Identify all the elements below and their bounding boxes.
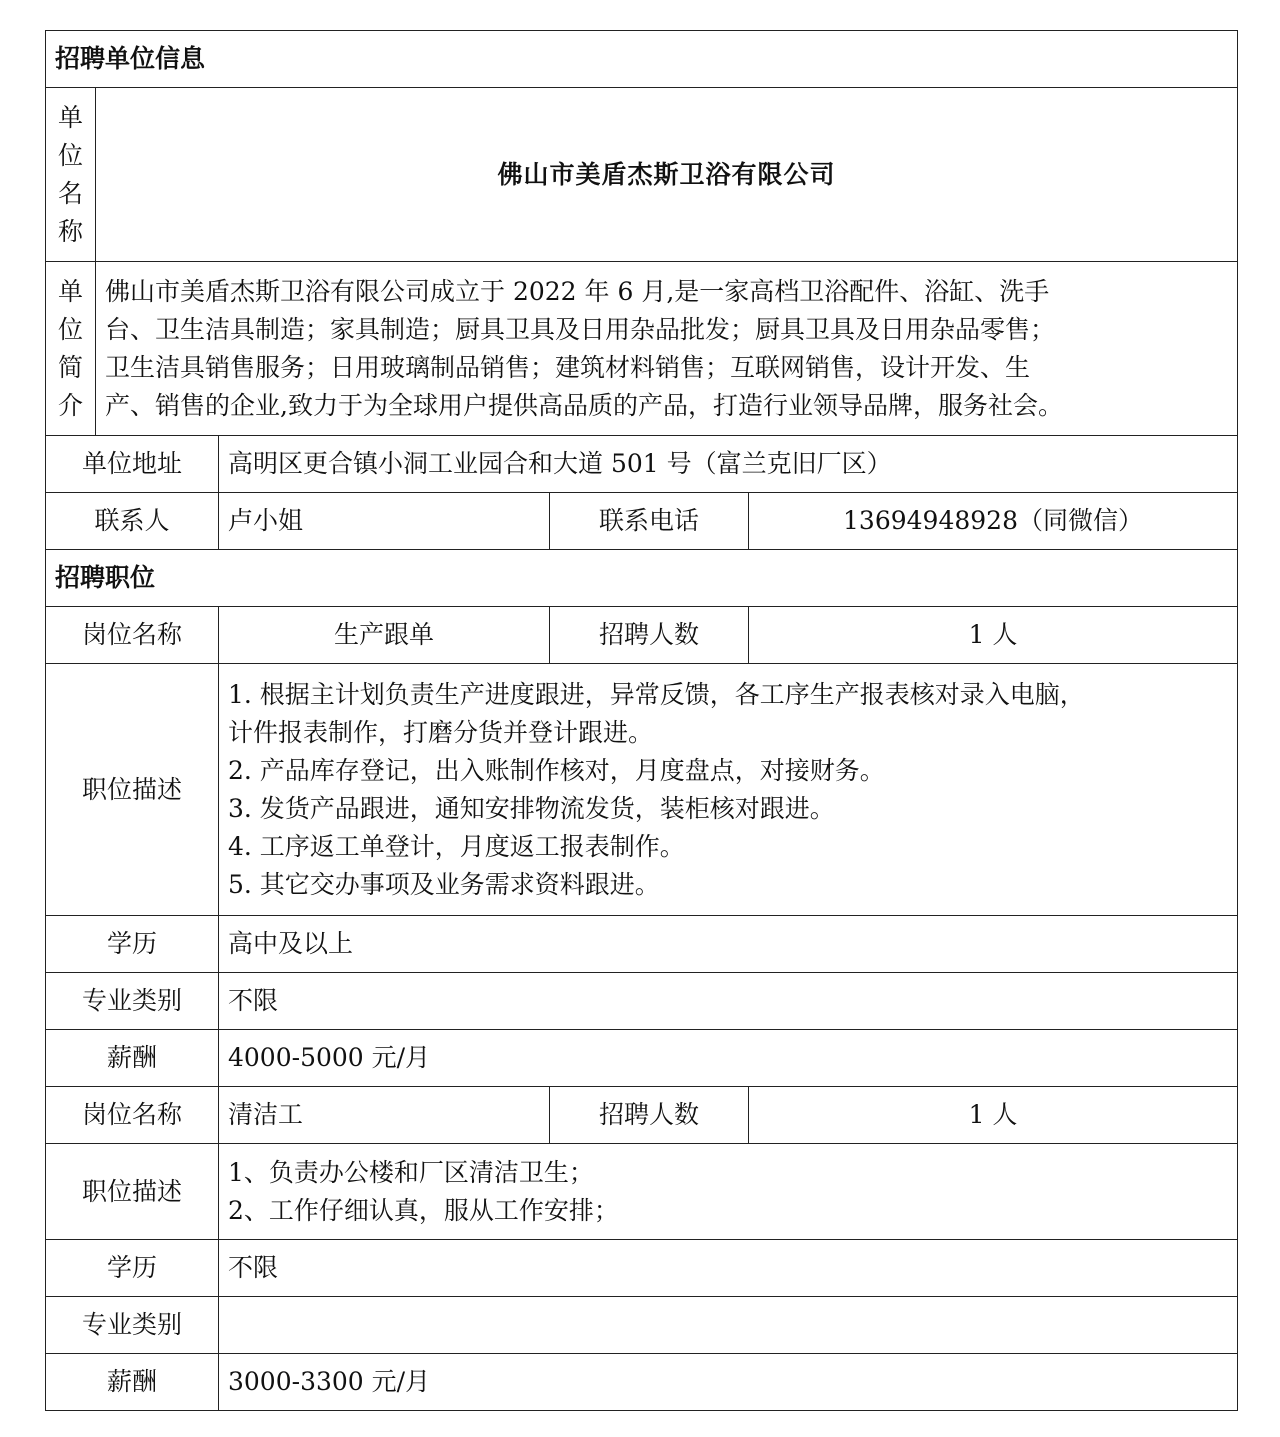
- position-title-value: 清洁工: [219, 1087, 550, 1144]
- position-edu-label: 学历: [46, 1240, 219, 1297]
- position-count-value: 1 人: [749, 607, 1238, 664]
- contact-label: 联系人: [46, 493, 219, 550]
- position-desc-line: 2、工作仔细认真，服从工作安排；: [228, 1195, 619, 1225]
- company-intro-line: 台、卫生洁具制造；家具制造；厨具卫具及日用杂品批发；厨具卫具及日用杂品零售；: [105, 314, 1056, 344]
- company-intro-label-char: 简: [57, 352, 83, 382]
- company-intro-line: 佛山市美盾杰斯卫浴有限公司成立于 2022 年 6 月,是一家高档卫浴配件、浴缸、洗手: [105, 276, 1050, 306]
- position-edu-value: 不限: [219, 1240, 1238, 1297]
- position-major-label: 专业类别: [46, 1297, 219, 1354]
- company-intro-label-char: 介: [57, 390, 83, 420]
- company-name-label-char: 单: [57, 102, 83, 132]
- position-major-value: [219, 1297, 1238, 1354]
- position-edu-label: 学历: [46, 916, 219, 973]
- position-major-label: 专业类别: [46, 973, 219, 1030]
- section-heading-positions: 招聘职位: [46, 550, 1238, 607]
- company-name-label: [46, 88, 96, 262]
- position-desc-value: [219, 1144, 1238, 1240]
- position-title-value: 生产跟单: [219, 607, 550, 664]
- position-desc-line: 计件报表制作，打磨分货并登计跟进。: [228, 717, 654, 747]
- position-count-value: 1 人: [749, 1087, 1238, 1144]
- position-edu-value: 高中及以上: [219, 916, 1238, 973]
- position-desc-label: 职位描述: [46, 1144, 219, 1240]
- company-intro: [96, 262, 1238, 436]
- recruitment-table: [45, 30, 1238, 1411]
- position-desc-line: 4. 工序返工单登计，月度返工报表制作。: [228, 831, 685, 861]
- company-name-label-char: 称: [57, 216, 83, 246]
- position-desc-line: 1. 根据主计划负责生产进度跟进，异常反馈，各工序生产报表核对录入电脑，: [228, 679, 1085, 709]
- contact-value: 卢小姐: [219, 493, 550, 550]
- address-value: 高明区更合镇小洞工业园合和大道 501 号（富兰克旧厂区）: [219, 436, 1238, 493]
- position-desc-line: 1、负责办公楼和厂区清洁卫生；: [228, 1157, 594, 1187]
- company-name-label-char: 位: [57, 140, 83, 170]
- position-desc-value: [219, 664, 1238, 916]
- position-count-label: 招聘人数: [550, 607, 749, 664]
- position-salary-value: 3000-3300 元/月: [219, 1354, 1238, 1411]
- position-desc-label: 职位描述: [46, 664, 219, 916]
- company-intro-label-char: 单: [57, 276, 83, 306]
- company-intro-line: 产、销售的企业,致力于为全球用户提供高品质的产品，打造行业领导品牌，服务社会。: [105, 390, 1063, 420]
- phone-value: 13694948928（同微信）: [749, 493, 1238, 550]
- company-name: 佛山市美盾杰斯卫浴有限公司: [96, 88, 1238, 262]
- position-salary-label: 薪酬: [46, 1030, 219, 1087]
- company-intro-label-char: 位: [57, 314, 83, 344]
- position-title-label: 岗位名称: [46, 607, 219, 664]
- company-intro-line: 卫生洁具销售服务；日用玻璃制品销售；建筑材料销售；互联网销售，设计开发、生: [105, 352, 1031, 382]
- address-label: 单位地址: [46, 436, 219, 493]
- position-salary-label: 薪酬: [46, 1354, 219, 1411]
- position-desc-line: 3. 发货产品跟进，通知安排物流发货，装柜核对跟进。: [228, 793, 835, 823]
- company-name-label-char: 名: [57, 178, 83, 208]
- position-title-label: 岗位名称: [46, 1087, 219, 1144]
- position-desc-line: 5. 其它交办事项及业务需求资料跟进。: [228, 869, 660, 899]
- position-major-value: 不限: [219, 973, 1238, 1030]
- position-desc-line: 2. 产品库存登记，出入账制作核对，月度盘点，对接财务。: [228, 755, 885, 785]
- phone-label: 联系电话: [550, 493, 749, 550]
- company-intro-label: [46, 262, 96, 436]
- position-salary-value: 4000-5000 元/月: [219, 1030, 1238, 1087]
- section-heading-company: 招聘单位信息: [46, 31, 1238, 88]
- position-count-label: 招聘人数: [550, 1087, 749, 1144]
